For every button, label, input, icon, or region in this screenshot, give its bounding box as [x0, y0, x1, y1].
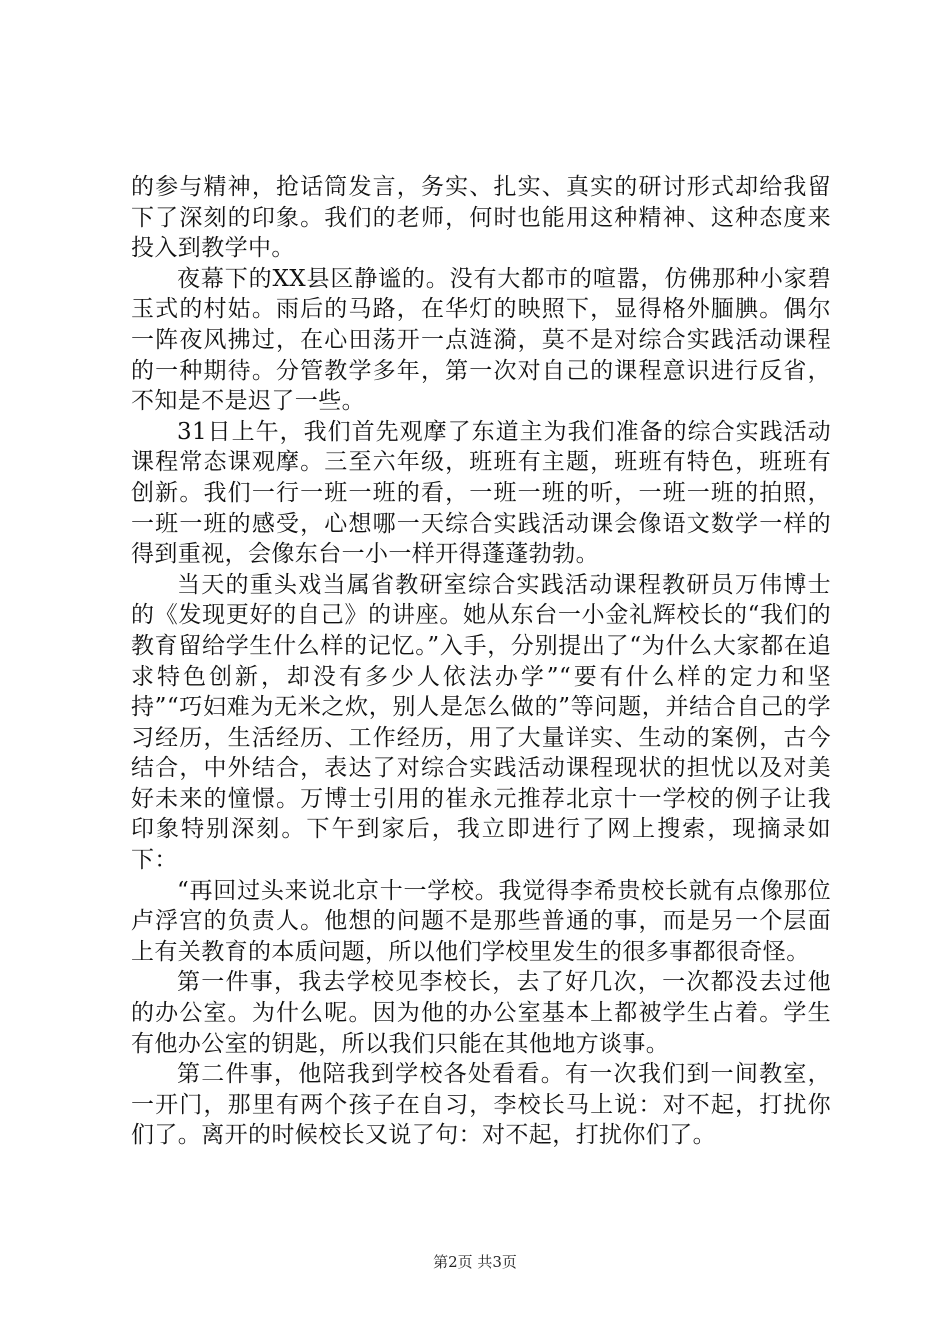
paragraph: 第二件事，他陪我到学校各处看看。有一次我们到一间教室，一开门，那里有两个孩子在自习，李校长马上说：对不起，打扰你们了。离开的时候校长又说了句：对不起，打扰你们了。 — [131, 1061, 831, 1149]
paragraph: 当天的重头戏当属省教研室综合实践活动课程教研员万伟博士的《发现更好的自己》的讲座。她从东台一小金礼辉校长的“我们的教育留给学生什么样的记忆。”入手，分别提出了“为什么大家都在追求特色创新，却没有多少人依法办学”“要有什么样的定力和坚持”“巧妇难为无米之炊，别人是怎么做的”等问题，并结合自己的学习经历，生活经历、工作经历，用了大量详实、生动的案例，古今结合，中外结合，表达了对综合实践活动课程现状的担忧以及对美好未来的憧憬。万博士引用的崔永元推荐北京十一学校的例子让我印象特别深刻。下午到家后，我立即进行了网上搜索，现摘录如下： — [131, 571, 831, 874]
paragraph: 的参与精神，抢话筒发言，务实、扎实、真实的研讨形式却给我留下了深刻的印象。我们的老师，何时也能用这种精神、这种态度来投入到教学中。 — [131, 174, 831, 262]
paragraph: 夜幕下的XX县区静谧的。没有大都市的喧嚣，仿佛那种小家碧玉式的村姑。雨后的马路，在华灯的映照下，显得格外腼腆。偶尔一阵夜风拂过，在心田荡开一点涟漪，莫不是对综合实践活动课程的一种期待。分管教学多年，第一次对自己的课程意识进行反省，不知是不是迟了一些。 — [131, 265, 831, 415]
paragraph: 第一件事，我去学校见李校长，去了好几次，一次都没去过他的办公室。为什么呢。因为他的办公室基本上都被学生占着。学生有他办公室的钥匙，所以我们只能在其他地方谈事。 — [131, 969, 831, 1057]
body-text — [131, 172, 831, 1151]
paragraph: “再回过头来说北京十一学校。我觉得李希贵校长就有点像那位卢浮宫的负责人。他想的问题不是那些普通的事，而是另一个层面上有关教育的本质问题，所以他们学校里发生的很多事都很奇怪。 — [131, 877, 831, 965]
paragraph: 31日上午，我们首先观摩了东道主为我们准备的综合实践活动课程常态课观摩。三至六年级，班班有主题，班班有特色，班班有创新。我们一行一班一班的看，一班一班的听，一班一班的拍照，一班一班的感受，心想哪一天综合实践活动课会像语文数学一样的得到重视，会像东台一小一样开得蓬蓬勃勃。 — [131, 418, 831, 568]
page-number-footer: 第2页 共3页 — [433, 1253, 517, 1271]
